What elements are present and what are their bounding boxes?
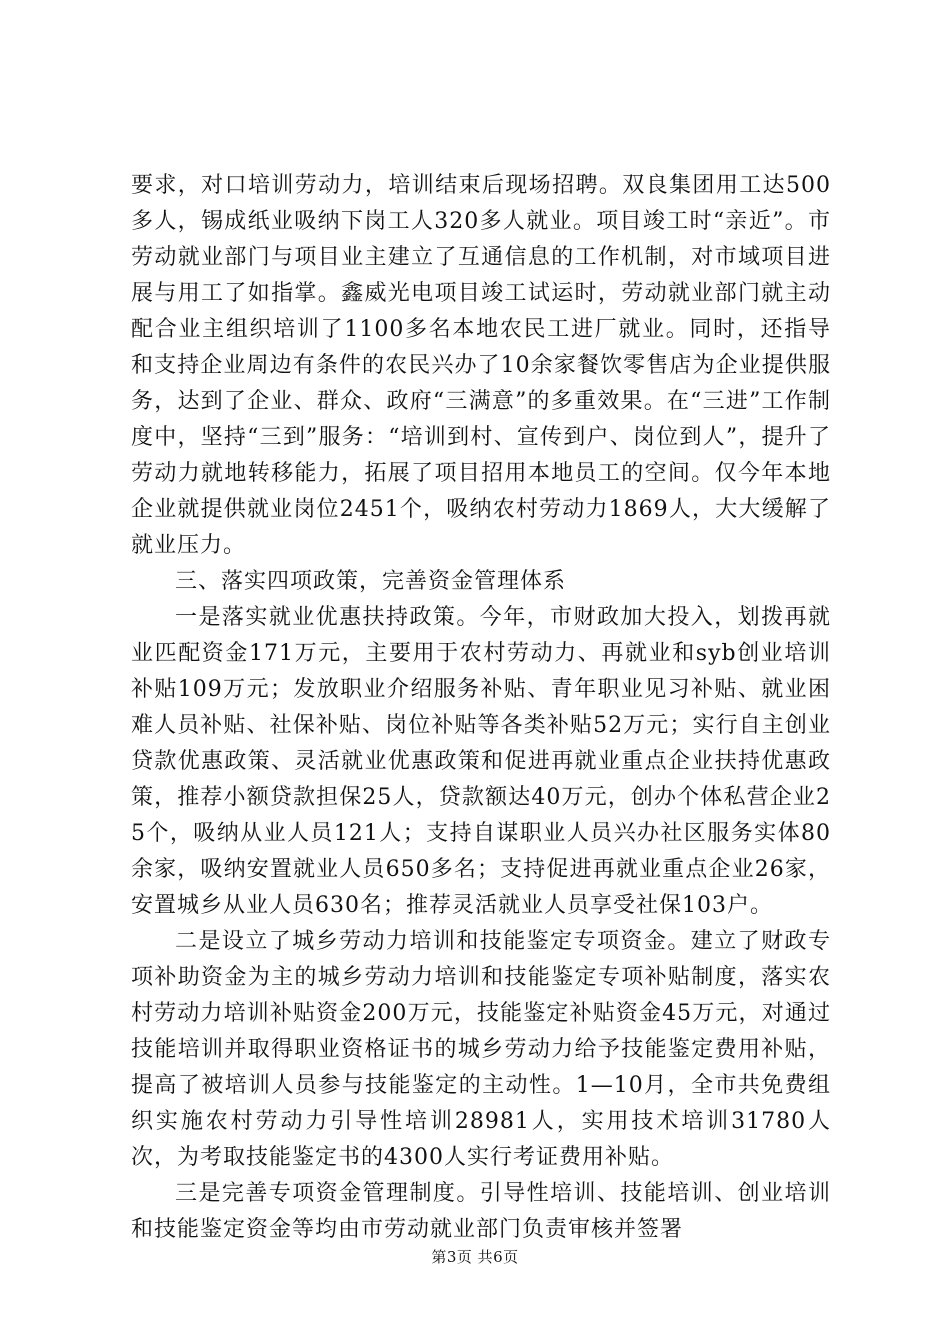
paragraph-policy-two: 二是设立了城乡劳动力培训和技能鉴定专项资金。建立了财政专项补助资金为主的城乡劳动力培训和技能鉴定专项补贴制度，落实农村劳动力培训补贴资金200万元，技能鉴定补贴资金45万元，对通过技能培训并取得职业资格证书的城乡劳动力给予技能鉴定费用补贴，提高了被培训人员参与技能鉴定的主动性。1—10月，全市共免费组织实施农村劳动力引导性培训28981人，实用技术培训31780人次，为考取技能鉴定书的4300人实行考证费用补贴。 xyxy=(131,929,831,1170)
paragraph-policy-three: 三是完善专项资金管理制度。引导性培训、技能培训、创业培训和技能鉴定资金等均由市劳动就业部门负责审核并签署 xyxy=(131,1181,831,1242)
document-body xyxy=(131,168,831,1248)
paragraph-policy-one: 一是落实就业优惠扶持政策。今年，市财政加大投入，划拨再就业匹配资金171万元，主要用于农村劳动力、再就业和syb创业培训补贴109万元；发放职业介绍服务补贴、青年职业见习补贴、就业困难人员补贴、社保补贴、岗位补贴等各类补贴52万元；实行自主创业贷款优惠政策、灵活就业优惠政策和促进再就业重点企业扶持优惠政策，推荐小额贷款担保25人，贷款额达40万元，创办个体私营企业25个，吸纳从业人员121人；支持自谋职业人员兴办社区服务实体80余家，吸纳安置就业人员650多名；支持促进再就业重点企业26家，安置城乡从业人员630名；推荐灵活就业人员享受社保103户。 xyxy=(131,605,832,918)
section-heading: 三、落实四项政策，完善资金管理体系 xyxy=(175,569,567,594)
page-number-footer: 第3页 共6页 xyxy=(431,1248,519,1266)
paragraph-continuation: 要求，对口培训劳动力，培训结束后现场招聘。双良集团用工达500多人，锡成纸业吸纳下岗工人320多人就业。项目竣工时“亲近”。市劳动就业部门与项目业主建立了互通信息的工作机制，对市域项目进展与用工了如指掌。鑫威光电项目竣工试运时，劳动就业部门就主动配合业主组织培训了1100多名本地农民工进厂就业。同时，还指导和支持企业周边有条件的农民兴办了10余家餐饮零售店为企业提供服务，达到了企业、群众、政府“三满意”的多重效果。在“三进”工作制度中，坚持“三到”服务：“培训到村、宣传到户、岗位到人”，提升了劳动力就地转移能力，拓展了项目招用本地员工的空间。仅今年本地企业就提供就业岗位2451个，吸纳农村劳动力1869人，大大缓解了就业压力。 xyxy=(131,173,831,558)
